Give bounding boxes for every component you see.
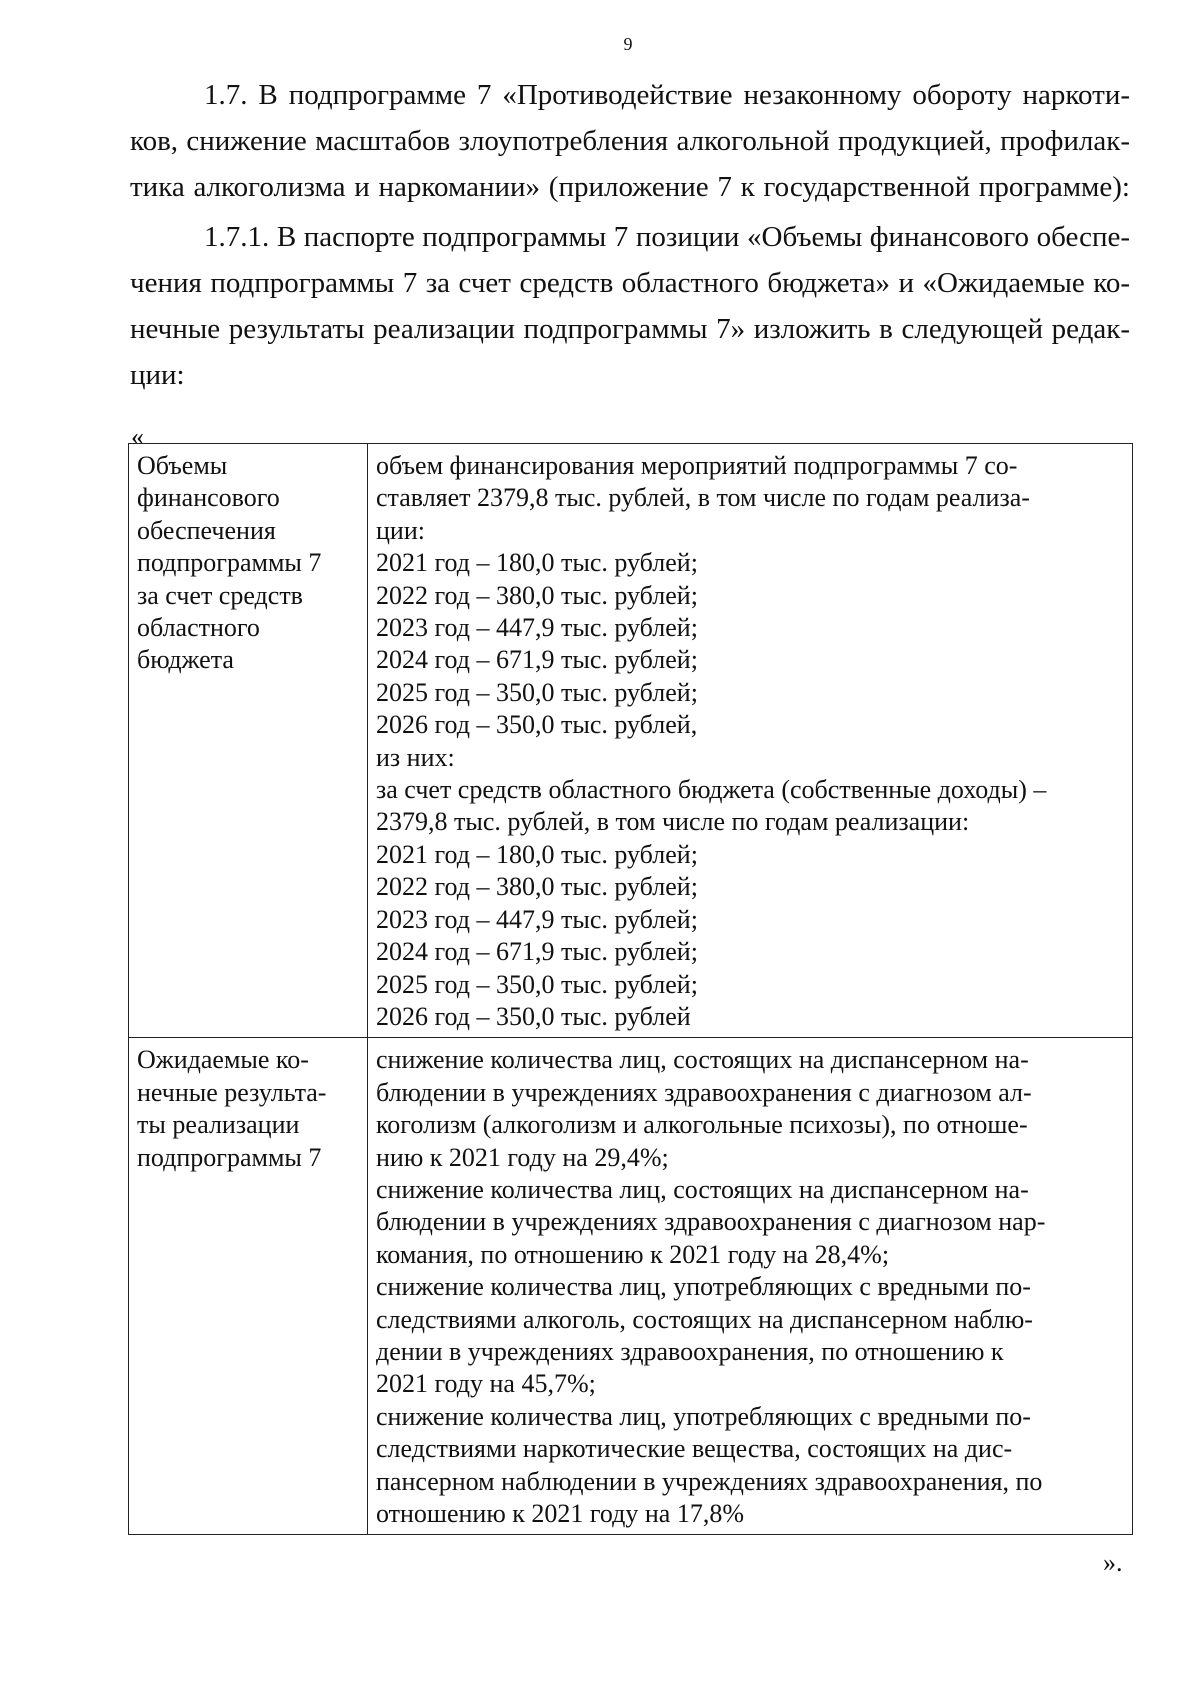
row-label-line: Ожидаемые ко- [137, 1045, 309, 1075]
row-label-cell [129, 444, 368, 1038]
row-content-line: нию к 2021 году на 29,4%; [376, 1142, 669, 1172]
row-content-line: блюдении в учреждениях здравоохранения с диагнозом ал- [376, 1077, 1032, 1107]
close-quote-mark: ». [1103, 1548, 1123, 1577]
paragraph-line: нечные результаты реализации подпрограммы 7» изложить в следующей редак- [130, 313, 1130, 345]
row-content-line: 2026 год – 350,0 тыс. рублей, [376, 710, 698, 740]
passport-table [128, 443, 1133, 1535]
row-content-line: 2024 год – 671,9 тыс. рублей; [376, 645, 698, 675]
row-content-line: пансерном наблюдении в учреждениях здравоохранения, по [376, 1466, 1043, 1496]
row-content-line: 2021 год – 180,0 тыс. рублей; [376, 548, 698, 578]
row-content-line: снижение количества лиц, состоящих на диспансерном на- [376, 1174, 1029, 1204]
row-content-line: снижение количества лиц, употребляющих с вредными по- [376, 1401, 1031, 1431]
paragraph-line: ции: [130, 359, 185, 391]
row-content-line: 2021 год – 180,0 тыс. рублей; [376, 839, 698, 869]
paragraph-line: 1.7. В подпрограмме 7 «Противодействие незаконному обороту наркоти- [204, 79, 1130, 111]
row-content-line: за счет средств областного бюджета (собственные доходы) – [376, 775, 1047, 805]
row-content-line: комания, по отношению к 2021 году на 28,4%; [376, 1239, 890, 1269]
page-number: 9 [623, 34, 633, 54]
open-quote-mark: « [131, 422, 144, 451]
table-row [129, 444, 1133, 1038]
row-label-cell [129, 1038, 368, 1535]
row-content-line: из них: [376, 742, 455, 772]
row-content-cell [368, 1038, 1133, 1535]
row-content-line: снижение количества лиц, состоящих на диспансерном на- [376, 1045, 1029, 1075]
paragraph-line: чения подпрограммы 7 за счет средств областного бюджета» и «Ожидаемые ко- [130, 267, 1130, 299]
row-content-line: дении в учреждениях здравоохранения, по отношению к [376, 1336, 1004, 1366]
row-content-line: 2023 год – 447,9 тыс. рублей; [376, 904, 698, 934]
row-content-line: 2025 год – 350,0 тыс. рублей; [376, 969, 698, 999]
row-content-line: 2026 год – 350,0 тыс. рублей [376, 1001, 691, 1031]
row-content-line: ции: [376, 515, 425, 545]
row-content-line: снижение количества лиц, употребляющих с вредными по- [376, 1272, 1031, 1302]
row-content-line: коголизм (алкоголизм и алкогольные психозы), по отноше- [376, 1110, 1028, 1140]
row-content-line: 2022 год – 380,0 тыс. рублей; [376, 580, 698, 610]
paragraph-line: 1.7.1. В паспорте подпрограммы 7 позиции «Объемы финансового обеспе- [204, 221, 1130, 253]
row-label-line: областного [137, 613, 260, 643]
row-label-line: подпрограммы 7 [137, 1142, 322, 1172]
row-content-line: 2024 год – 671,9 тыс. рублей; [376, 937, 698, 967]
row-content-line: ставляет 2379,8 тыс. рублей, в том числе по годам реализа- [376, 483, 1030, 513]
row-content-line: 2023 год – 447,9 тыс. рублей; [376, 613, 698, 643]
row-content-cell [368, 444, 1133, 1038]
row-label-line: Объемы [137, 451, 228, 480]
row-label-line: подпрограммы 7 [137, 548, 322, 578]
row-content-line: следствиями наркотические вещества, состоящих на дис- [376, 1434, 1013, 1464]
row-label-line: бюджета [137, 645, 234, 675]
row-content-line: 2021 году на 45,7%; [376, 1369, 596, 1399]
row-label-line: нечные результа- [137, 1077, 327, 1107]
row-content-line: блюдении в учреждениях здравоохранения с диагнозом нар- [376, 1207, 1046, 1237]
paragraph-1-7-1 [130, 214, 1130, 398]
table-row [129, 1038, 1133, 1535]
paragraph-1-7 [130, 72, 1130, 210]
row-content-line: 2379,8 тыс. рублей, в том числе по годам реализации: [376, 807, 970, 837]
paragraph-line: тика алкоголизма и наркомании» (приложение 7 к государственной программе): [130, 171, 1130, 203]
row-content-line: объем финансирования мероприятий подпрограммы 7 со- [376, 451, 1018, 480]
row-content-line: следствиями алкоголь, состоящих на диспансерном наблю- [376, 1304, 1033, 1334]
row-label-line: ты реализации [137, 1110, 300, 1140]
row-label-line: за счет средств [137, 580, 303, 610]
row-content-line: отношению к 2021 году на 17,8% [376, 1499, 744, 1528]
row-label-line: обеспечения [137, 515, 276, 545]
row-label-line: финансового [137, 483, 280, 513]
row-content-line: 2022 год – 380,0 тыс. рублей; [376, 872, 698, 902]
paragraph-line: ков, снижение масштабов злоупотребления алкогольной продукцией, профилак- [130, 125, 1130, 157]
row-content-line: 2025 год – 350,0 тыс. рублей; [376, 677, 698, 707]
